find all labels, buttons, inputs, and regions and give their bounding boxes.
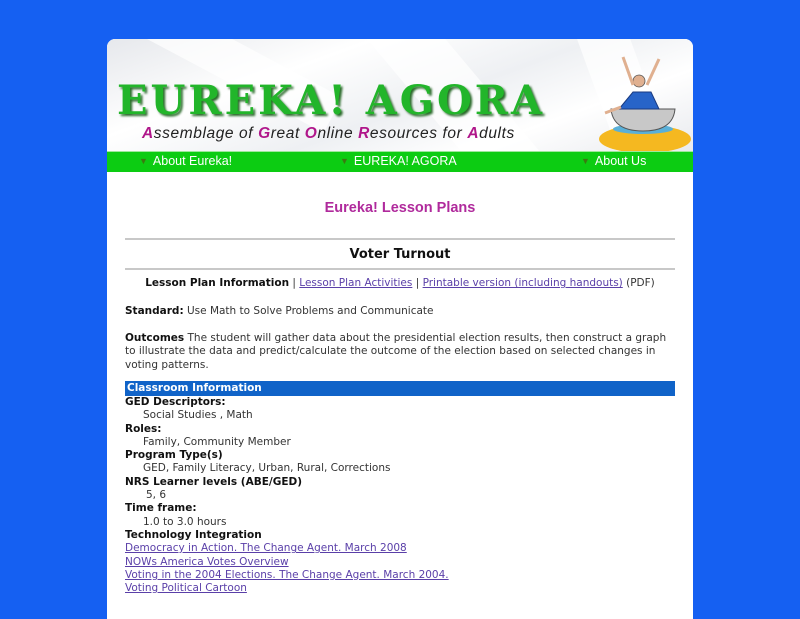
archimedes-bathtub-icon (593, 47, 693, 153)
printable-version-link[interactable]: Printable version (including handouts) (422, 277, 623, 289)
nav-about-us[interactable]: ▼ About Us (581, 154, 647, 168)
leaf-bullet-icon: ▼ (139, 156, 148, 166)
lesson-tabs: Lesson Plan Information | Lesson Plan Activities | Printable version (including handouts) (PDF) (145, 277, 655, 289)
tech-link-voting-political-cartoon[interactable]: Voting Political Cartoon (125, 582, 247, 595)
ged-descriptors-label: GED Descriptors: (125, 396, 226, 408)
program-types-value: GED, Family Literacy, Urban, Rural, Corrections (143, 462, 391, 475)
section-title: Eureka! Lesson Plans (324, 200, 476, 216)
divider (125, 238, 675, 240)
time-frame-value: 1.0 to 3.0 hours (143, 515, 227, 528)
tab-lesson-plan-information: Lesson Plan Information (145, 277, 290, 289)
ged-descriptors-value: Social Studies , Math (143, 409, 253, 422)
technology-integration-label: Technology Integration (125, 528, 262, 541)
classroom-information-header: Classroom Information (125, 381, 675, 396)
nav-eureka-agora[interactable]: ▼ EUREKA! AGORA (340, 154, 457, 168)
divider (125, 268, 675, 270)
leaf-bullet-icon: ▼ (340, 156, 349, 166)
main-content (107, 200, 693, 595)
leaf-bullet-icon: ▼ (581, 156, 590, 166)
tech-link-nows-america-votes[interactable]: NOWs America Votes Overview (125, 555, 289, 568)
roles-label: Roles: (125, 422, 162, 435)
nrs-levels-value: 5, 6 (146, 489, 167, 502)
site-banner (107, 39, 693, 151)
program-types-label: Program Type(s) (125, 449, 223, 462)
page-card (107, 39, 693, 619)
nav-about-eureka[interactable]: ▼ About Eureka! (139, 154, 233, 168)
tech-link-voting-2004-elections[interactable]: Voting in the 2004 Elections. The Change Agent. March 2004. (125, 568, 449, 581)
classroom-info-list (125, 396, 675, 595)
outcomes-paragraph: Outcomes The student will gather data about the presidential election results, then construct a graph to illustrate the data and predict/calculate the outcome of the election based on selected changes in voting patterns. (125, 331, 667, 371)
main-nav (107, 151, 693, 172)
time-frame-label: Time frame: (125, 502, 197, 515)
standard-paragraph: Standard: Use Math to Solve Problems and Communicate (125, 305, 434, 317)
nrs-levels-label: NRS Learner levels (ABE/GED) (125, 475, 303, 488)
tab-lesson-plan-activities[interactable]: Lesson Plan Activities (299, 277, 413, 289)
tech-link-democracy-in-action[interactable]: Democracy in Action. The Change Agent. March 2008 (125, 542, 407, 555)
site-tagline: Assemblage of Great Online Resources for Adults (142, 125, 515, 142)
lesson-title: Voter Turnout (349, 247, 451, 262)
site-logo-title[interactable]: EUREKA! AGORA (117, 77, 546, 124)
roles-value: Family, Community Member (143, 435, 291, 448)
